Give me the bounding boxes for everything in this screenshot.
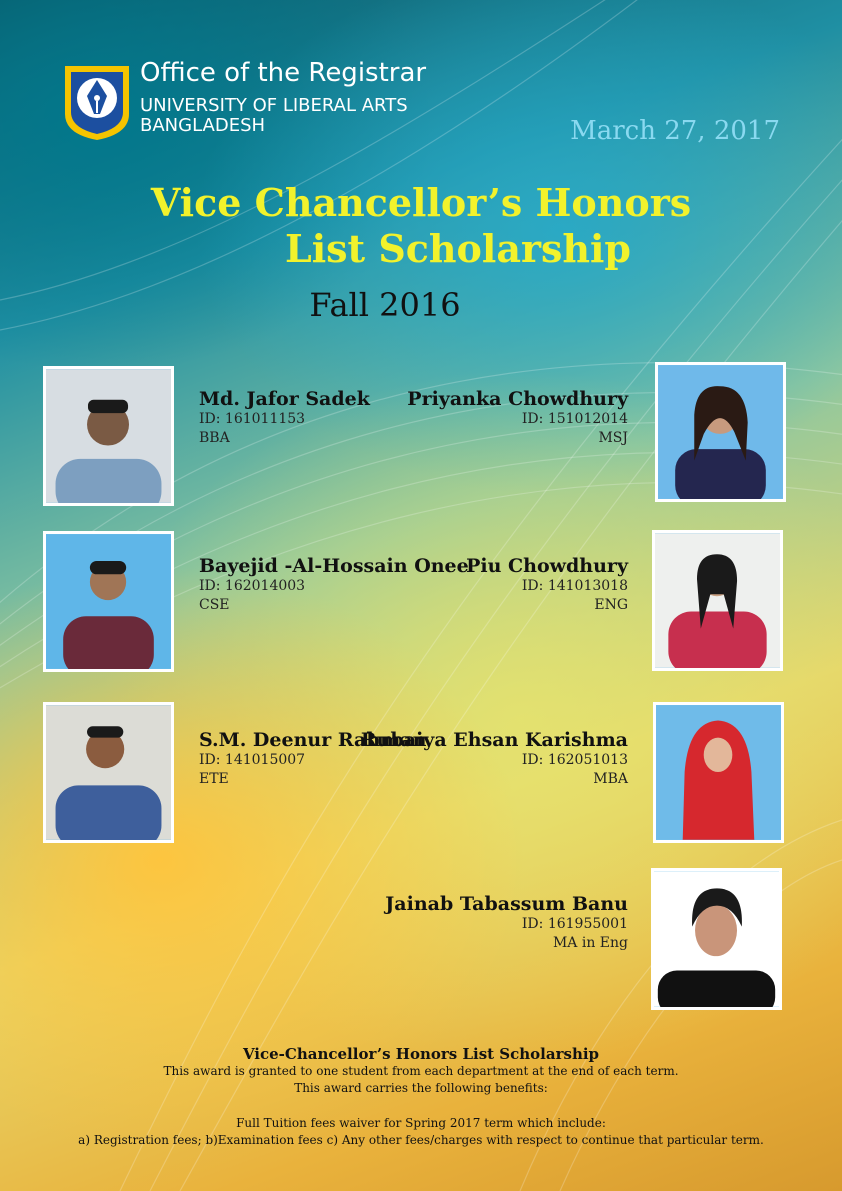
student-dept: BBA: [199, 430, 230, 446]
student-photo: [43, 702, 174, 843]
footer-line: This award is granted to one student from each department at the end of each term.: [163, 1064, 679, 1078]
footer-line: a) Registration fees; b)Examination fees c) Any other fees/charges with respect to continue that particular term.: [78, 1133, 764, 1147]
student-photo: [652, 530, 783, 671]
university-name-line1: UNIVERSITY OF LIBERAL ARTS: [140, 95, 408, 116]
person-avatar-icon: [655, 533, 780, 668]
person-avatar-icon: [658, 365, 783, 499]
university-name: [140, 96, 408, 136]
student-name: Rubaiya Ehsan Karishma: [360, 729, 628, 751]
office-title: Office of the Registrar: [140, 58, 427, 88]
student-card: [407, 388, 628, 448]
student-name: Piu Chowdhury: [466, 555, 628, 577]
university-name-line2: BANGLADESH: [140, 115, 266, 136]
student-name: S.M. Deenur Rahman: [199, 729, 427, 751]
student-name: Bayejid -Al-Hossain Onee: [199, 555, 469, 577]
student-id: ID: 151012014: [521, 411, 628, 427]
student-dept: ENG: [594, 597, 628, 613]
person-avatar-icon: [654, 871, 779, 1007]
person-avatar-icon: [46, 534, 171, 669]
student-dept: CSE: [199, 597, 230, 613]
student-photo: [655, 362, 786, 502]
title-line1: Vice Chancellor’s Honors: [150, 180, 692, 225]
student-dept: ETE: [199, 771, 229, 787]
pen-nib-crest-icon: [63, 64, 131, 142]
student-card: [199, 555, 469, 615]
student-dept: MSJ: [598, 430, 628, 446]
scholarship-description: [0, 1045, 842, 1149]
student-id: ID: 161011153: [199, 411, 306, 427]
person-avatar-icon: [46, 369, 171, 503]
student-card: [385, 893, 628, 953]
person-avatar-icon: [46, 705, 171, 840]
title-line2: List Scholarship: [285, 226, 631, 271]
student-id: ID: 162051013: [521, 752, 628, 768]
student-id: ID: 161955001: [521, 916, 628, 932]
student-photo: [653, 702, 784, 843]
footer-line: This award carries the following benefits:: [294, 1081, 548, 1095]
student-id: ID: 162014003: [199, 578, 306, 594]
student-name: Md. Jafor Sadek: [199, 388, 370, 410]
student-card: [466, 555, 628, 615]
student-id: ID: 141013018: [521, 578, 628, 594]
student-id: ID: 141015007: [199, 752, 306, 768]
student-name: Priyanka Chowdhury: [407, 388, 628, 410]
student-card: [199, 388, 370, 448]
student-dept: MBA: [593, 771, 628, 787]
university-logo: [63, 64, 131, 142]
footer-title: Vice-Chancellor’s Honors List Scholarship: [242, 1045, 600, 1063]
notice-date: March 27, 2017: [570, 116, 780, 146]
term-label: Fall 2016: [309, 286, 461, 324]
footer-line: Full Tuition fees waiver for Spring 2017 term which include:: [236, 1116, 606, 1130]
student-photo: [43, 366, 174, 506]
person-avatar-icon: [656, 705, 781, 840]
scholarship-title: [0, 180, 842, 272]
student-photo: [43, 531, 174, 672]
student-name: Jainab Tabassum Banu: [385, 893, 628, 915]
student-dept: MA in Eng: [552, 935, 628, 951]
student-card: [361, 729, 628, 789]
student-photo: [651, 868, 782, 1010]
